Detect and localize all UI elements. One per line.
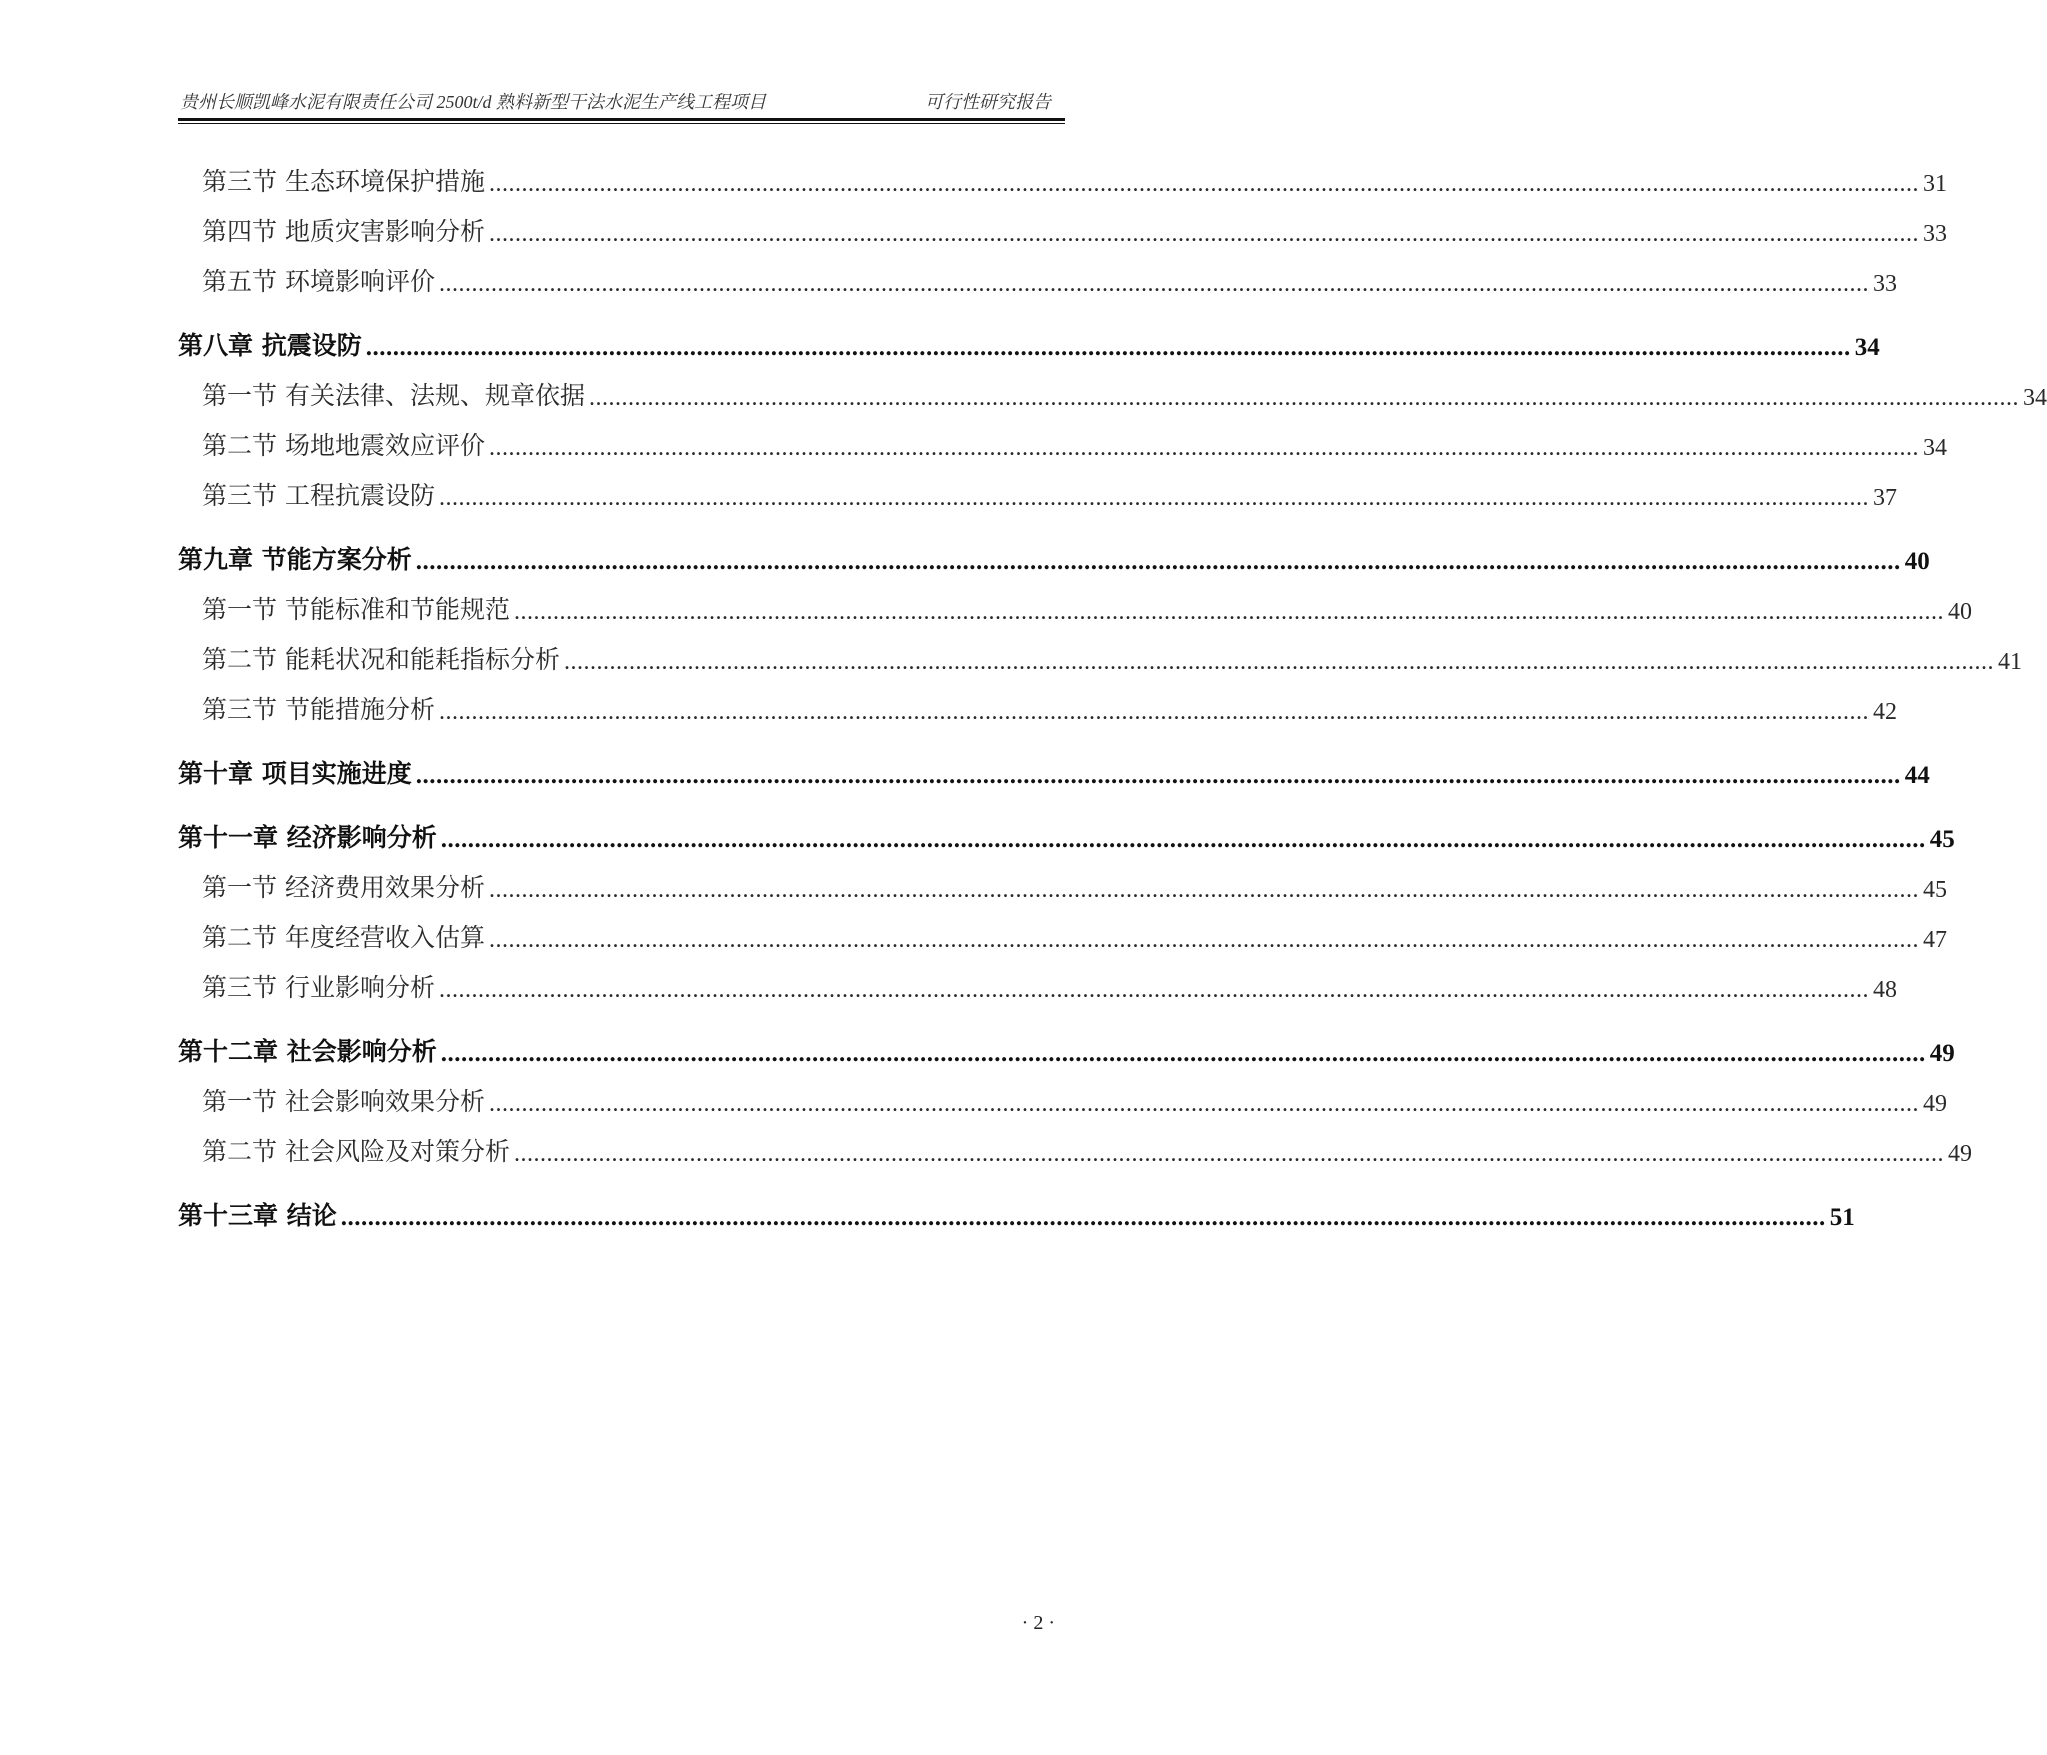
toc-entry-label: 第二节 年度经营收入估算 <box>202 923 485 952</box>
toc-dot-leader: ............................................................................................................................................................................................................................ <box>488 927 1919 953</box>
toc-entry-section[interactable] <box>178 462 1897 512</box>
header-rule-thin <box>178 123 1065 124</box>
toc-entry-page: 45 <box>1922 877 1947 903</box>
toc-dot-leader: ............................................................................................................................................................................................................................ <box>588 385 2019 411</box>
toc-entry-page: 33 <box>1922 221 1947 247</box>
toc-entry-label: 第一节 有关法律、法规、规章依据 <box>202 381 585 410</box>
toc-entry-page: 42 <box>1872 699 1897 725</box>
toc-dot-leader: ............................................................................................................................................................................................................................ <box>488 877 1919 903</box>
toc-entry-section[interactable] <box>178 362 2047 412</box>
toc-entry-section[interactable] <box>178 148 1947 198</box>
toc-entry-label: 第四节 地质灾害影响分析 <box>202 217 485 246</box>
toc-dot-leader: ............................................................................................................................................................................................................................ <box>488 171 1919 197</box>
toc-dot-leader: ............................................................................................................................................................................................................................ <box>440 1040 1926 1067</box>
toc-entry-page: 34 <box>2022 385 2047 411</box>
running-header <box>178 88 1065 114</box>
toc-entry-page: 37 <box>1872 485 1897 511</box>
toc-entry-chapter[interactable] <box>178 512 1930 576</box>
toc-entry-section[interactable] <box>178 1068 1947 1118</box>
toc-entry-section[interactable] <box>178 676 1897 726</box>
toc-entry-chapter[interactable] <box>178 726 1930 790</box>
toc-entry-page: 34 <box>1922 435 1947 461</box>
toc-dot-leader: ............................................................................................................................................................................................................................ <box>488 1091 1919 1117</box>
toc-entry-label: 第三节 行业影响分析 <box>202 973 435 1002</box>
toc-entry-page: 49 <box>1947 1141 1972 1167</box>
toc-entry-section[interactable] <box>178 854 1947 904</box>
toc-entry-label: 第二节 能耗状况和能耗指标分析 <box>202 645 560 674</box>
toc-entry-label: 第九章 节能方案分析 <box>178 545 412 574</box>
toc-dot-leader: ............................................................................................................................................................................................................................ <box>365 334 1851 361</box>
toc-dot-leader: ............................................................................................................................................................................................................................ <box>488 435 1919 461</box>
toc-entry-section[interactable] <box>178 626 2022 676</box>
toc-dot-leader: ............................................................................................................................................................................................................................ <box>513 1141 1944 1167</box>
toc-entry-label: 第三节 节能措施分析 <box>202 695 435 724</box>
toc-entry-label: 第八章 抗震设防 <box>178 331 362 360</box>
toc-entry-label: 第二节 场地地震效应评价 <box>202 431 485 460</box>
toc-entry-page: 31 <box>1922 171 1947 197</box>
toc-entry-section[interactable] <box>178 198 1947 248</box>
toc-dot-leader: ............................................................................................................................................................................................................................ <box>438 977 1869 1003</box>
toc-entry-label: 第十三章 结论 <box>178 1201 337 1230</box>
toc-entry-page: 34 <box>1854 334 1880 361</box>
toc-entry-label: 第一节 节能标准和节能规范 <box>202 595 510 624</box>
header-report-type: 可行性研究报告 <box>925 92 1051 112</box>
toc-entry-page: 51 <box>1829 1204 1855 1231</box>
toc-entry-page: 49 <box>1929 1040 1955 1067</box>
toc-entry-chapter[interactable] <box>178 790 1955 854</box>
toc-dot-leader: ............................................................................................................................................................................................................................ <box>488 221 1919 247</box>
toc-entry-page: 40 <box>1904 548 1930 575</box>
toc-entry-label: 第三节 工程抗震设防 <box>202 481 435 510</box>
toc-dot-leader: ............................................................................................................................................................................................................................ <box>513 599 1944 625</box>
toc-dot-leader: ............................................................................................................................................................................................................................ <box>563 649 1994 675</box>
page-number: · 2 · <box>1021 1612 1055 1634</box>
toc-entry-label: 第一节 社会影响效果分析 <box>202 1087 485 1116</box>
toc-entry-section[interactable] <box>178 248 1897 298</box>
toc-entry-section[interactable] <box>178 904 1947 954</box>
header-project-title: 贵州长顺凯峰水泥有限责任公司 2500t/d 熟料新型干法水泥生产线工程项目 <box>180 92 766 112</box>
toc-entry-page: 45 <box>1929 826 1955 853</box>
toc-entry-label: 第十一章 经济影响分析 <box>178 823 437 852</box>
toc-entry-page: 49 <box>1922 1091 1947 1117</box>
toc-entry-chapter[interactable] <box>178 1168 1855 1232</box>
toc-entry-section[interactable] <box>178 576 1972 626</box>
toc-dot-leader: ............................................................................................................................................................................................................................ <box>415 548 1901 575</box>
toc-entry-label: 第三节 生态环境保护措施 <box>202 167 485 196</box>
toc-entry-page: 33 <box>1872 271 1897 297</box>
toc-entry-label: 第五节 环境影响评价 <box>202 267 435 296</box>
toc-entry-chapter[interactable] <box>178 298 1880 362</box>
toc-dot-leader: ............................................................................................................................................................................................................................ <box>340 1204 1826 1231</box>
toc-entry-page: 41 <box>1997 649 2022 675</box>
toc-dot-leader: ............................................................................................................................................................................................................................ <box>438 271 1869 297</box>
header-rule-thick <box>178 118 1065 121</box>
toc-entry-label: 第十章 项目实施进度 <box>178 759 412 788</box>
toc-dot-leader: ............................................................................................................................................................................................................................ <box>438 699 1869 725</box>
toc-entry-section[interactable] <box>178 412 1947 462</box>
toc-entry-section[interactable] <box>178 1118 1972 1168</box>
toc-entry-page: 47 <box>1922 927 1947 953</box>
toc-dot-leader: ............................................................................................................................................................................................................................ <box>415 762 1901 789</box>
toc-entry-page: 48 <box>1872 977 1897 1003</box>
table-of-contents <box>178 148 2047 1232</box>
toc-entry-label: 第二节 社会风险及对策分析 <box>202 1137 510 1166</box>
toc-dot-leader: ............................................................................................................................................................................................................................ <box>438 485 1869 511</box>
toc-entry-section[interactable] <box>178 954 1897 1004</box>
toc-entry-chapter[interactable] <box>178 1004 1955 1068</box>
toc-entry-page: 44 <box>1904 762 1930 789</box>
toc-entry-label: 第十二章 社会影响分析 <box>178 1037 437 1066</box>
toc-dot-leader: ............................................................................................................................................................................................................................ <box>440 826 1926 853</box>
toc-entry-label: 第一节 经济费用效果分析 <box>202 873 485 902</box>
toc-entry-page: 40 <box>1947 599 1972 625</box>
